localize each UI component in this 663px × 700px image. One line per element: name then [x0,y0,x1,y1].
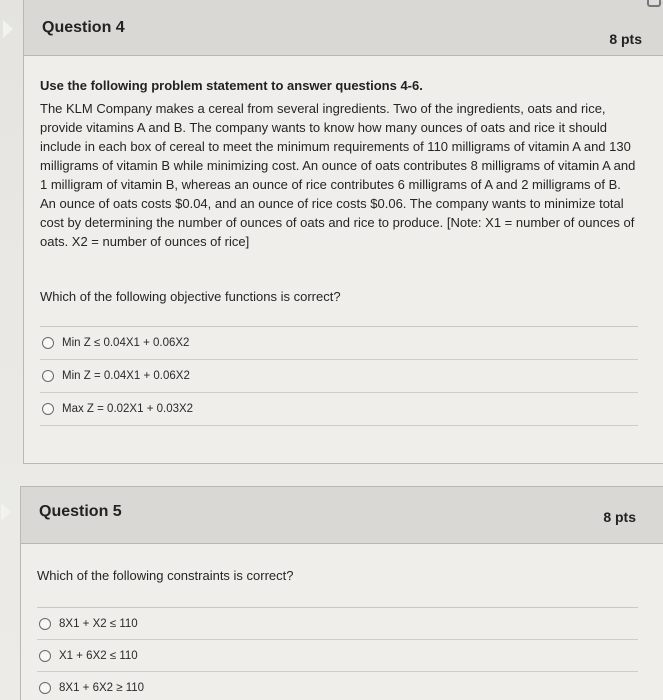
corner-control-icon [647,0,661,7]
question-4-intro: Use the following problem statement to answer questions 4-6. [40,78,423,93]
question-4-body [24,78,663,426]
option-label: X1 + 6X2 ≤ 110 [59,649,138,662]
question-4-flag-icon[interactable] [3,20,13,38]
radio-button[interactable] [39,682,51,694]
question-5-points: 8 pts [603,509,636,525]
question-5-options [37,607,638,700]
question-4-option-1[interactable] [40,327,638,360]
option-label: Min Z = 0.04X1 + 0.06X2 [62,370,190,382]
question-4-option-3[interactable] [40,393,638,426]
question-4-option-2[interactable] [40,360,638,393]
question-4-header [24,0,663,56]
question-4-points: 8 pts [609,31,642,47]
question-5-option-1[interactable] [37,608,638,640]
radio-button[interactable] [42,403,54,415]
question-5-option-2[interactable] [37,640,638,672]
option-label: Min Z ≤ 0.04X1 + 0.06X2 [62,337,190,349]
radio-button[interactable] [42,337,54,349]
question-5-prompt: Which of the following constraints is correct? [37,568,294,583]
question-4-prompt: Which of the following objective functions is correct? [40,289,341,304]
question-5-header [21,487,663,544]
question-4-options [40,326,638,426]
question-5-flag-icon[interactable] [1,503,11,521]
radio-button[interactable] [42,370,54,382]
question-5-title: Question 5 [39,503,122,520]
question-4-title: Question 4 [42,19,125,36]
question-4-card [23,0,663,464]
option-label: 8X1 + X2 ≤ 110 [59,617,138,630]
question-5-card [20,486,663,700]
option-label: Max Z = 0.02X1 + 0.03X2 [62,403,194,415]
option-label: 8X1 + 6X2 ≥ 110 [59,681,145,694]
question-5-option-3[interactable] [37,672,638,700]
question-5-body [21,568,663,700]
radio-button[interactable] [39,618,51,630]
radio-button[interactable] [39,650,51,662]
problem-statement: The KLM Company makes a cereal from several ingredients. Two of the ingredients, oats and rice, provide vitamins A and B. The company wants to know how many ounces of oats and rice it should include in each box of cereal to meet the minimum requirements of 110 milligrams of vitamin A and 130 milligrams of vitamin B while minimizing cost. An ounce of oats contributes 8 milligrams of vitamin A and 1 milligram of vitamin B, whereas an ounce of rice contributes 6 milligrams of A and 2 milligrams of B. An ounce of oats costs $0.04, and an ounce of rice costs $0.06. The company wants to minimize total cost by determining the number of ounces of oats and rice to produce. [Note: X1 = number of ounces of oats. X2 = number of ounces of rice] [40,101,636,249]
